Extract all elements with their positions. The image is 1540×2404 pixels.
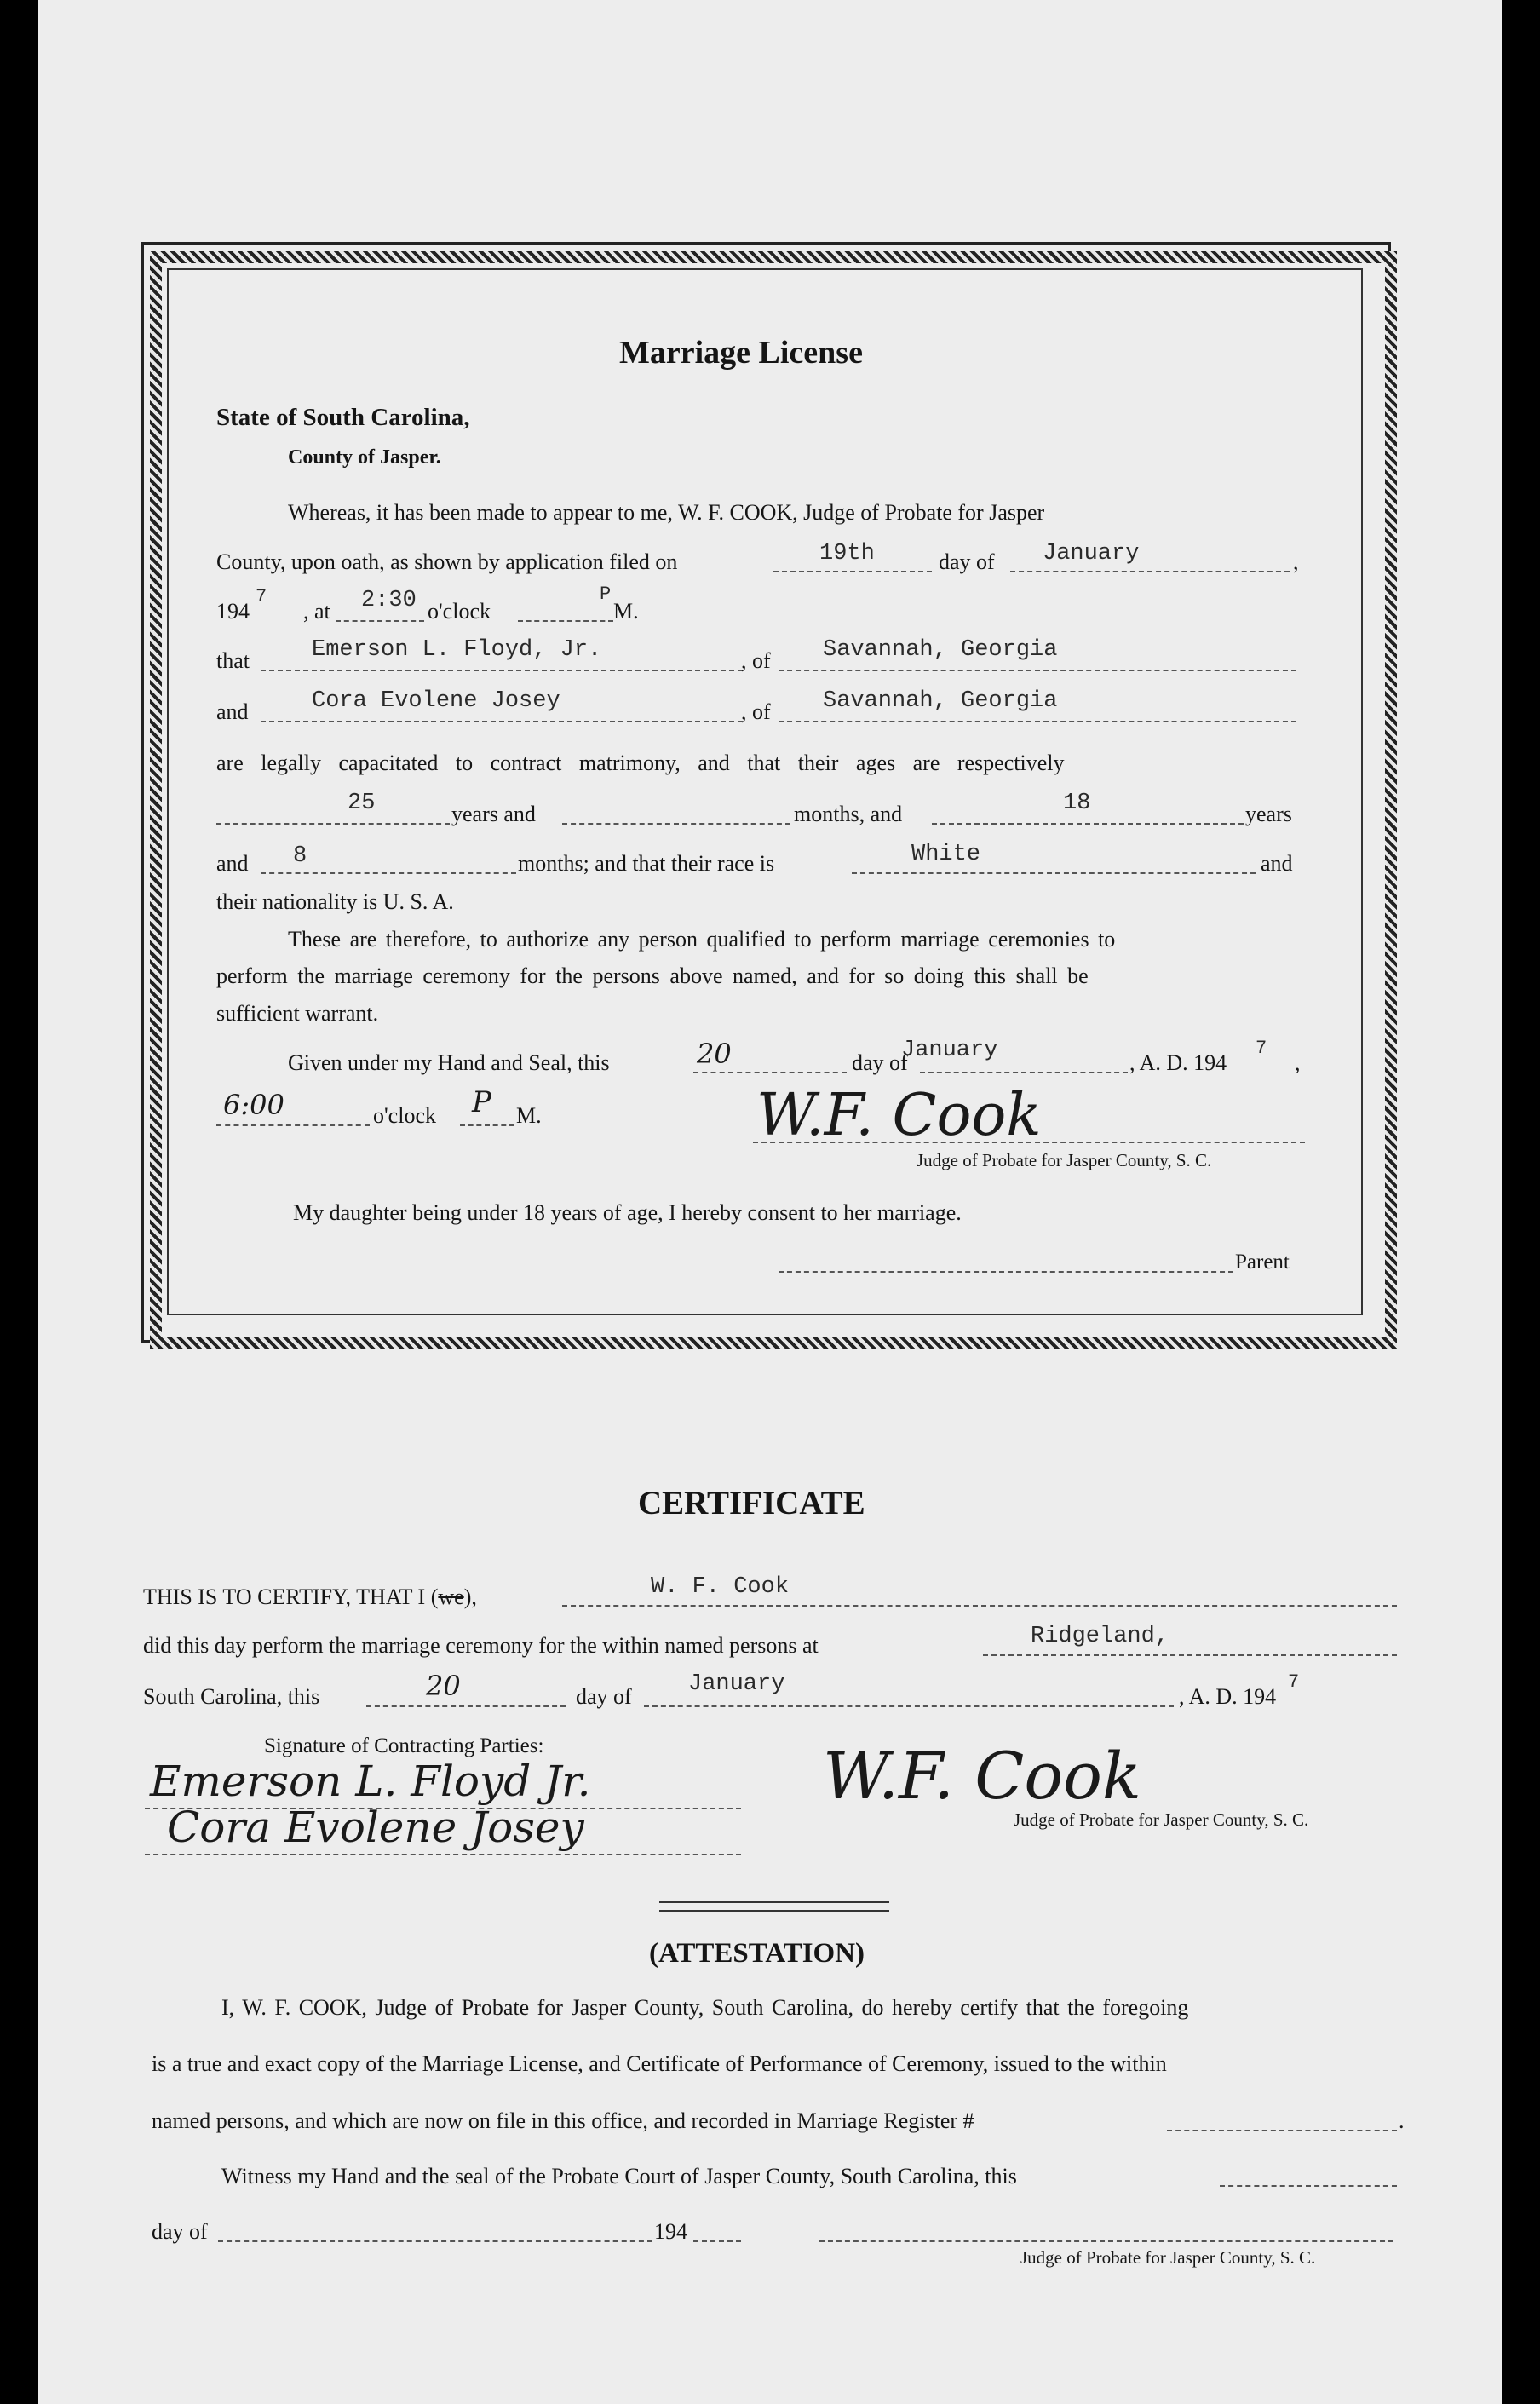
register-line: [1167, 2130, 1397, 2131]
certificate-line3: South Carolina, this: [143, 1684, 320, 1709]
cert-month: January: [688, 1671, 785, 1697]
groom-years-line: [216, 823, 450, 825]
officiant-line: [562, 1605, 1397, 1607]
license-oclock: o'clock: [428, 599, 491, 624]
time-line: [336, 620, 424, 622]
license-ad-comma: ,: [1295, 1050, 1301, 1075]
bride-place-line: [779, 721, 1296, 722]
filed-day-line: [773, 571, 932, 572]
license-ad: , A. D. 194: [1129, 1050, 1227, 1075]
given-day: 20: [697, 1038, 732, 1070]
signature-label: Signature of Contracting Parties:: [264, 1734, 544, 1757]
attestation-dayof: day of: [152, 2219, 208, 2244]
license-years-and: years and: [451, 802, 536, 826]
license-at: , at: [303, 599, 330, 624]
bride-months: 8: [293, 843, 307, 869]
license-and-2: and: [216, 851, 249, 876]
officiant-name: W. F. Cook: [651, 1574, 790, 1600]
attestation-title: (ATTESTATION): [649, 1938, 865, 1969]
certificate-ad: , A. D. 194: [1179, 1684, 1277, 1709]
groom-name: Emerson L. Floyd, Jr.: [312, 637, 602, 663]
parent-line: [779, 1271, 1233, 1273]
attestation-line4: Witness my Hand and the seal of the Probate Court of Jasper County, South Carolina, this: [221, 2164, 1017, 2188]
bride-name: Cora Evolene Josey: [312, 688, 560, 714]
license-para1-line2: County, upon oath, as shown by application filed on: [216, 549, 678, 574]
license-state: State of South Carolina,: [216, 404, 470, 431]
race: White: [911, 842, 981, 867]
certificate-line2: did this day perform the marriage ceremony for the within named persons at: [143, 1633, 819, 1658]
license-para2: are legally capacitated to contract matrimony, and that their ages are respectively: [216, 751, 1065, 775]
certificate-line1: [143, 1584, 477, 1610]
bride-years: 18: [1063, 791, 1091, 816]
license-ad-digit: 7: [1256, 1038, 1267, 1059]
ceremony-place: Ridgeland,: [1031, 1624, 1169, 1649]
attestation-line2: is a true and exact copy of the Marriage License, and Certificate of Performance of Ceremony, issued to the within: [152, 2051, 1167, 2076]
license-and-1: and: [216, 699, 249, 724]
attestation-line3: named persons, and which are now on file in this office, and recorded in Marriage Register #: [152, 2108, 974, 2133]
certificate-title: CERTIFICATE: [638, 1485, 865, 1521]
certificate-line1-text: THIS IS TO CERTIFY, THAT I (: [143, 1584, 439, 1609]
attestation-line3-end: .: [1399, 2108, 1405, 2133]
cert-day-line: [366, 1705, 566, 1707]
bride-months-line: [261, 872, 516, 874]
filed-time: 2:30: [361, 588, 417, 613]
groom-signature: Emerson L. Floyd Jr.: [150, 1757, 591, 1806]
bride-years-line: [932, 823, 1244, 825]
license-para3-line2: perform the marriage ceremony for the persons above named, and for so doing this shall be: [216, 963, 1089, 988]
certificate-we-struck: we: [438, 1584, 464, 1609]
attest-judge-line: [819, 2240, 1393, 2242]
attest-this-line: [1220, 2185, 1397, 2187]
judge-caption-license: Judge of Probate for Jasper County, S. C.: [917, 1150, 1212, 1170]
cert-day: 20: [426, 1670, 461, 1702]
attest-year-line: [693, 2240, 741, 2242]
given-day-line: [693, 1072, 847, 1073]
bride-name-line: [261, 721, 743, 722]
license-and-3: and: [1261, 851, 1293, 876]
divider-rule-2: [659, 1910, 889, 1912]
judge-caption-attestation: Judge of Probate for Jasper County, S. C.: [1020, 2247, 1316, 2268]
judge-signature-certificate: W.F. Cook: [823, 1738, 1141, 1814]
judge-signature-license: W.F. Cook: [756, 1082, 1042, 1149]
groom-place-line: [779, 670, 1296, 671]
license-para1-line1: Whereas, it has been made to appear to me, W. F. COOK, Judge of Probate for Jasper: [288, 500, 1045, 525]
year-digit: 7: [256, 586, 267, 607]
license-of-2: , of: [741, 699, 771, 724]
license-months-and: months, and: [794, 802, 903, 826]
place-line: [983, 1654, 1397, 1656]
certificate-line1-end: ),: [463, 1584, 477, 1609]
groom-months-line: [562, 823, 790, 825]
license-nationality: their nationality is U. S. A.: [216, 889, 454, 914]
filed-day: 19th: [819, 541, 875, 566]
license-consent: My daughter being under 18 years of age, I hereby consent to her marriage.: [293, 1200, 962, 1225]
judge-caption-certificate: Judge of Probate for Jasper County, S. C.: [1014, 1809, 1309, 1830]
groom-name-line: [261, 670, 743, 671]
cert-month-line: [644, 1705, 1174, 1707]
given-time: 6:00: [223, 1089, 284, 1121]
bride-signature: Cora Evolene Josey: [167, 1803, 584, 1852]
license-oclock-2: o'clock: [373, 1103, 436, 1128]
license-years: years: [1245, 802, 1292, 826]
certificate-dayof: day of: [576, 1684, 632, 1709]
attestation-year: 194: [654, 2219, 687, 2244]
given-ampm: P: [472, 1085, 491, 1119]
bride-sig-line: [145, 1854, 741, 1855]
race-line: [852, 872, 1256, 874]
license-m-2: M.: [516, 1103, 542, 1128]
groom-place: Savannah, Georgia: [823, 637, 1058, 663]
attest-day-line: [218, 2240, 652, 2242]
filed-month-line: [1010, 571, 1290, 572]
license-m: M.: [613, 599, 639, 624]
given-month: January: [901, 1038, 998, 1063]
license-title: Marriage License: [619, 335, 863, 371]
license-of-1: , of: [741, 648, 771, 673]
attestation-line1: I, W. F. COOK, Judge of Probate for Jasper County, South Carolina, do hereby certify that the foregoing: [221, 1995, 1189, 2020]
license-dayof-1: day of: [939, 549, 995, 574]
given-time-line: [216, 1124, 370, 1126]
groom-years: 25: [348, 791, 376, 816]
year-prefix: 194: [216, 599, 250, 624]
license-months-race: months; and that their race is: [518, 851, 775, 876]
license-para3-line1: These are therefore, to authorize any person qualified to perform marriage ceremonies to: [288, 927, 1116, 952]
given-ampm-line: [460, 1124, 514, 1126]
license-given: Given under my Hand and Seal, this: [288, 1050, 610, 1075]
filed-ampm: P: [600, 584, 612, 605]
license-that: that: [216, 648, 250, 673]
filed-month: January: [1043, 541, 1140, 566]
divider-rule-1: [659, 1901, 889, 1903]
license-county: County of Jasper.: [288, 446, 441, 469]
license-dayof-2: day of: [852, 1050, 908, 1075]
parent-label: Parent: [1235, 1251, 1290, 1274]
certificate-ad-digit: 7: [1288, 1671, 1300, 1693]
license-para3-line3: sufficient warrant.: [216, 1001, 379, 1026]
bride-place: Savannah, Georgia: [823, 688, 1058, 714]
ampm-line: [518, 620, 613, 622]
given-month-line: [920, 1072, 1128, 1073]
license-comma-1: ,: [1293, 549, 1299, 574]
